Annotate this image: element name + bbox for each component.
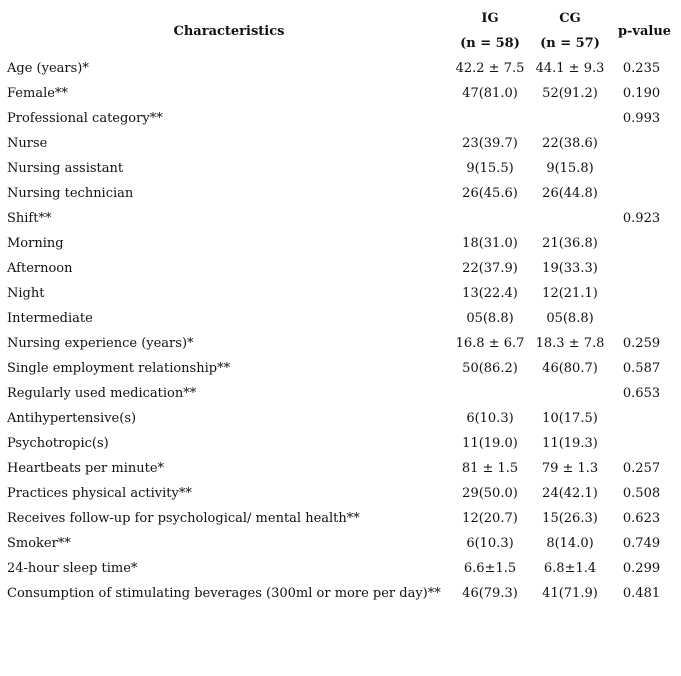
row-ig-value: 46(79.3): [462, 586, 518, 601]
row-cg-value: 6.8±1.4: [543, 561, 597, 576]
row-cg-value: 26(44.8): [542, 186, 598, 201]
row-cg-value: 12(21.1): [542, 286, 598, 301]
row-ig-value: 29(50.0): [462, 486, 518, 501]
row-p-value: [608, 256, 681, 281]
row-ig-value: 22(37.9): [462, 261, 518, 276]
table-row: [0, 581, 681, 606]
table-row: [0, 506, 681, 531]
row-cg-value: [532, 381, 608, 406]
header-cg-n: (n = 57): [540, 36, 600, 51]
row-p-value: [608, 131, 681, 156]
row-p-value: 0.923: [622, 211, 661, 226]
table-row: [0, 556, 681, 581]
row-ig-value: 13(22.4): [462, 286, 518, 301]
characteristics-table: [0, 6, 681, 606]
row-p-value: 0.653: [622, 386, 661, 401]
row-p-value: [608, 181, 681, 206]
row-label: Single employment relationship**: [7, 361, 231, 376]
row-label: Consumption of stimulating beverages (300ml or more per day)**: [7, 586, 441, 601]
row-cg-value: 18.3 ± 7.8: [535, 336, 605, 351]
row-cg-value: 44.1 ± 9.3: [535, 61, 605, 76]
row-p-value: 0.299: [622, 561, 661, 576]
header-row-1: [0, 6, 681, 31]
table-row: [0, 206, 681, 231]
table-row: [0, 306, 681, 331]
row-label: Psychotropic(s): [7, 436, 109, 451]
table-row: [0, 456, 681, 481]
row-label: Regularly used medication**: [7, 386, 197, 401]
row-ig-value: 26(45.6): [462, 186, 518, 201]
row-cg-value: 41(71.9): [542, 586, 598, 601]
row-p-value: [608, 306, 681, 331]
header-ig-n: (n = 58): [460, 36, 520, 51]
row-ig-value: 18(31.0): [462, 236, 518, 251]
row-p-value: 0.587: [622, 361, 661, 376]
table-row: [0, 481, 681, 506]
table-row: [0, 331, 681, 356]
row-ig-value: 6(10.3): [466, 411, 514, 426]
row-p-value: 0.259: [622, 336, 661, 351]
row-p-value: [608, 231, 681, 256]
row-label: Practices physical activity**: [7, 486, 192, 501]
row-ig-value: 6(10.3): [466, 536, 514, 551]
row-p-value: 0.190: [622, 86, 661, 101]
row-label: Shift**: [7, 211, 52, 226]
table-row: [0, 131, 681, 156]
row-ig-value: 81 ± 1.5: [461, 461, 519, 476]
table-row: [0, 406, 681, 431]
row-p-value: 0.749: [622, 536, 661, 551]
header-characteristics: Characteristics: [173, 23, 285, 39]
table-row: [0, 156, 681, 181]
table-header: [0, 6, 681, 56]
row-label: Afternoon: [7, 261, 73, 276]
row-label: Smoker**: [7, 536, 71, 551]
row-label: Professional category**: [7, 111, 163, 126]
table-row: [0, 281, 681, 306]
row-cg-value: [532, 206, 608, 231]
table-row: [0, 531, 681, 556]
table-row: [0, 431, 681, 456]
table-row: [0, 231, 681, 256]
table-row: [0, 56, 681, 81]
row-ig-value: 16.8 ± 6.7: [455, 336, 525, 351]
row-cg-value: 21(36.8): [542, 236, 598, 251]
row-label: Age (years)*: [7, 61, 89, 76]
row-label: Antihypertensive(s): [7, 411, 137, 426]
row-cg-value: [532, 106, 608, 131]
row-p-value: 0.257: [622, 461, 661, 476]
row-cg-value: 05(8.8): [546, 311, 594, 326]
table-row: [0, 81, 681, 106]
row-label: Female**: [7, 86, 68, 101]
row-ig-value: 12(20.7): [462, 511, 518, 526]
row-label: Nurse: [7, 136, 48, 151]
row-p-value: [608, 431, 681, 456]
row-ig-value: [448, 381, 532, 406]
table-row: [0, 381, 681, 406]
row-label: Receives follow-up for psychological/ mental health**: [7, 511, 360, 526]
row-cg-value: 46(80.7): [542, 361, 598, 376]
row-cg-value: 24(42.1): [542, 486, 598, 501]
row-ig-value: 50(86.2): [462, 361, 518, 376]
row-ig-value: 05(8.8): [466, 311, 514, 326]
row-ig-value: 11(19.0): [462, 436, 518, 451]
row-label: Nursing assistant: [7, 161, 124, 176]
row-label: Heartbeats per minute*: [7, 461, 165, 476]
row-ig-value: [448, 206, 532, 231]
row-ig-value: 47(81.0): [462, 86, 518, 101]
header-ig: IG: [481, 11, 499, 26]
row-cg-value: 19(33.3): [542, 261, 598, 276]
row-p-value: 0.623: [622, 511, 661, 526]
table-row: [0, 356, 681, 381]
table-row: [0, 181, 681, 206]
row-label: Nursing experience (years)*: [7, 336, 194, 351]
row-ig-value: 23(39.7): [462, 136, 518, 151]
row-p-value: [608, 156, 681, 181]
row-label: Nursing technician: [7, 186, 134, 201]
row-cg-value: 52(91.2): [542, 86, 598, 101]
characteristics-table-container: [0, 6, 681, 606]
row-cg-value: 10(17.5): [542, 411, 598, 426]
row-cg-value: 9(15.8): [546, 161, 594, 176]
row-label: Night: [7, 286, 45, 301]
row-ig-value: 9(15.5): [466, 161, 514, 176]
row-ig-value: 6.6±1.5: [463, 561, 517, 576]
row-p-value: 0.235: [622, 61, 661, 76]
row-p-value: [608, 281, 681, 306]
row-cg-value: 11(19.3): [542, 436, 598, 451]
row-p-value: [608, 406, 681, 431]
table-row: [0, 106, 681, 131]
row-cg-value: 8(14.0): [546, 536, 594, 551]
row-cg-value: 22(38.6): [542, 136, 598, 151]
row-ig-value: [448, 106, 532, 131]
row-ig-value: 42.2 ± 7.5: [455, 61, 525, 76]
header-pvalue: p-value: [617, 23, 672, 39]
row-cg-value: 15(26.3): [542, 511, 598, 526]
row-label: Intermediate: [7, 311, 93, 326]
table-row: [0, 256, 681, 281]
row-cg-value: 79 ± 1.3: [541, 461, 599, 476]
header-cg: CG: [559, 11, 581, 26]
row-label: 24-hour sleep time*: [7, 561, 138, 576]
row-p-value: 0.993: [622, 111, 661, 126]
row-p-value: 0.481: [622, 586, 661, 601]
table-body: [0, 56, 681, 606]
row-label: Morning: [7, 236, 64, 251]
row-p-value: 0.508: [622, 486, 661, 501]
